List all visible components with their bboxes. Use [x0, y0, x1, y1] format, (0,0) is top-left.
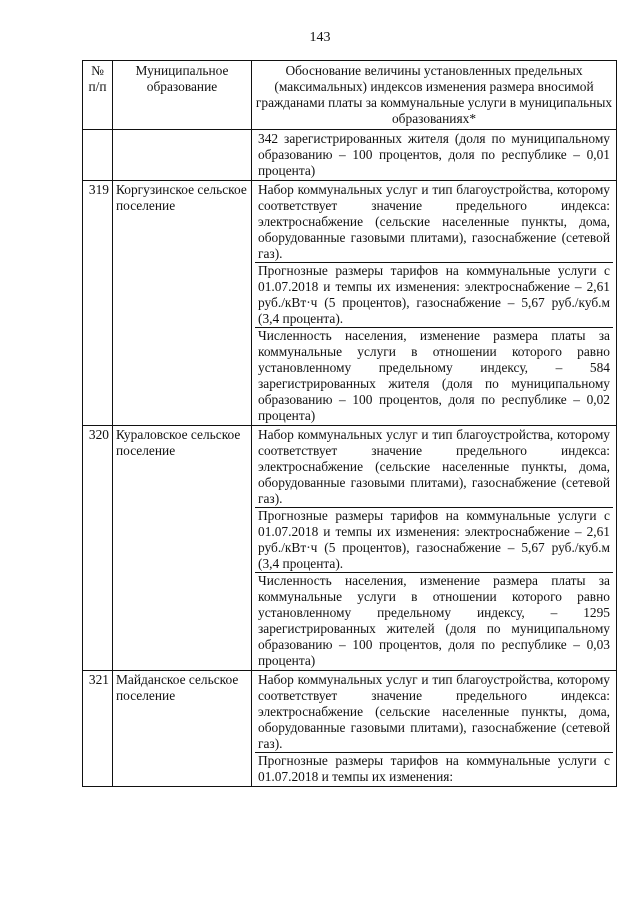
header-num: № п/п [83, 61, 113, 130]
header-municipality: Муниципальное образование [113, 61, 252, 130]
paragraph-service-set: Набор коммунальных услуг и тип благоустройства, которому соответствует значение предельного индекса: электроснабжение (сельские населенные пункты, дома, оборудованные газовыми плитами), газоснабжение (сетевой газ). [258, 182, 610, 261]
table-row [83, 181, 617, 426]
page-number: 143 [309, 30, 331, 45]
paragraph-population: 342 зарегистрированных жителя (доля по муниципальному образованию – 100 процентов, доля по республике – 0,01 процента) [258, 131, 610, 178]
paragraph-service-set: Набор коммунальных услуг и тип благоустройства, которому соответствует значение предельного индекса: электроснабжение (сельские населенные пункты, дома, оборудованные газовыми плитами), газоснабжение (сетевой газ). [258, 427, 610, 506]
cell-description [252, 671, 617, 787]
cell-description [252, 130, 617, 181]
cell-municipality: Коргузинское сельское поселение [113, 181, 252, 426]
paragraph-population: Численность населения, изменение размера платы за коммунальные услуги в отношении которого равно установленному предельному индексу, – 584 зарегистрированных жителя (доля по муниципальному образованию – 100 процентов, доля по республике – 0,02 процента) [255, 327, 613, 424]
cell-num: 320 [83, 426, 113, 671]
table-header-row [83, 61, 617, 130]
table-row [83, 426, 617, 671]
cell-municipality: Кураловское сельское поселение [113, 426, 252, 671]
cell-num: 321 [83, 671, 113, 787]
tariff-table [82, 60, 617, 787]
cell-description [252, 181, 617, 426]
paragraph-tariffs: Прогнозные размеры тарифов на коммунальные услуги с 01.07.2018 и темпы их изменения: электроснабжение – 2,61 руб./кВт·ч (5 процентов), газоснабжение – 5,67 руб./куб.м (3,4 процента). [255, 507, 613, 572]
cell-municipality [113, 130, 252, 181]
table-row-continued [83, 130, 617, 181]
table-row [83, 671, 617, 787]
cell-municipality: Майданское сельское поселение [113, 671, 252, 787]
paragraph-tariffs: Прогнозные размеры тарифов на коммунальные услуги с 01.07.2018 и темпы их изменения: [255, 752, 613, 785]
paragraph-tariffs: Прогнозные размеры тарифов на коммунальные услуги с 01.07.2018 и темпы их изменения: электроснабжение – 2,61 руб./кВт·ч (5 процентов), газоснабжение – 5,67 руб./куб.м (3,4 процента). [255, 262, 613, 327]
cell-description [252, 426, 617, 671]
cell-num [83, 130, 113, 181]
paragraph-service-set: Набор коммунальных услуг и тип благоустройства, которому соответствует значение предельного индекса: электроснабжение (сельские населенные пункты, дома, оборудованные газовыми плитами), газоснабжение (сетевой газ). [258, 672, 610, 751]
header-justification: Обоснование величины установленных предельных (максимальных) индексов изменения размера вносимой гражданами платы за коммунальные услуги в муниципальных образованиях* [252, 61, 617, 130]
paragraph-population: Численность населения, изменение размера платы за коммунальные услуги в отношении которого равно установленному предельному индексу, – 1295 зарегистрированных жителей (доля по муниципальному образованию – 100 процентов, доля по республике – 0,03 процента) [255, 572, 613, 669]
cell-num: 319 [83, 181, 113, 426]
